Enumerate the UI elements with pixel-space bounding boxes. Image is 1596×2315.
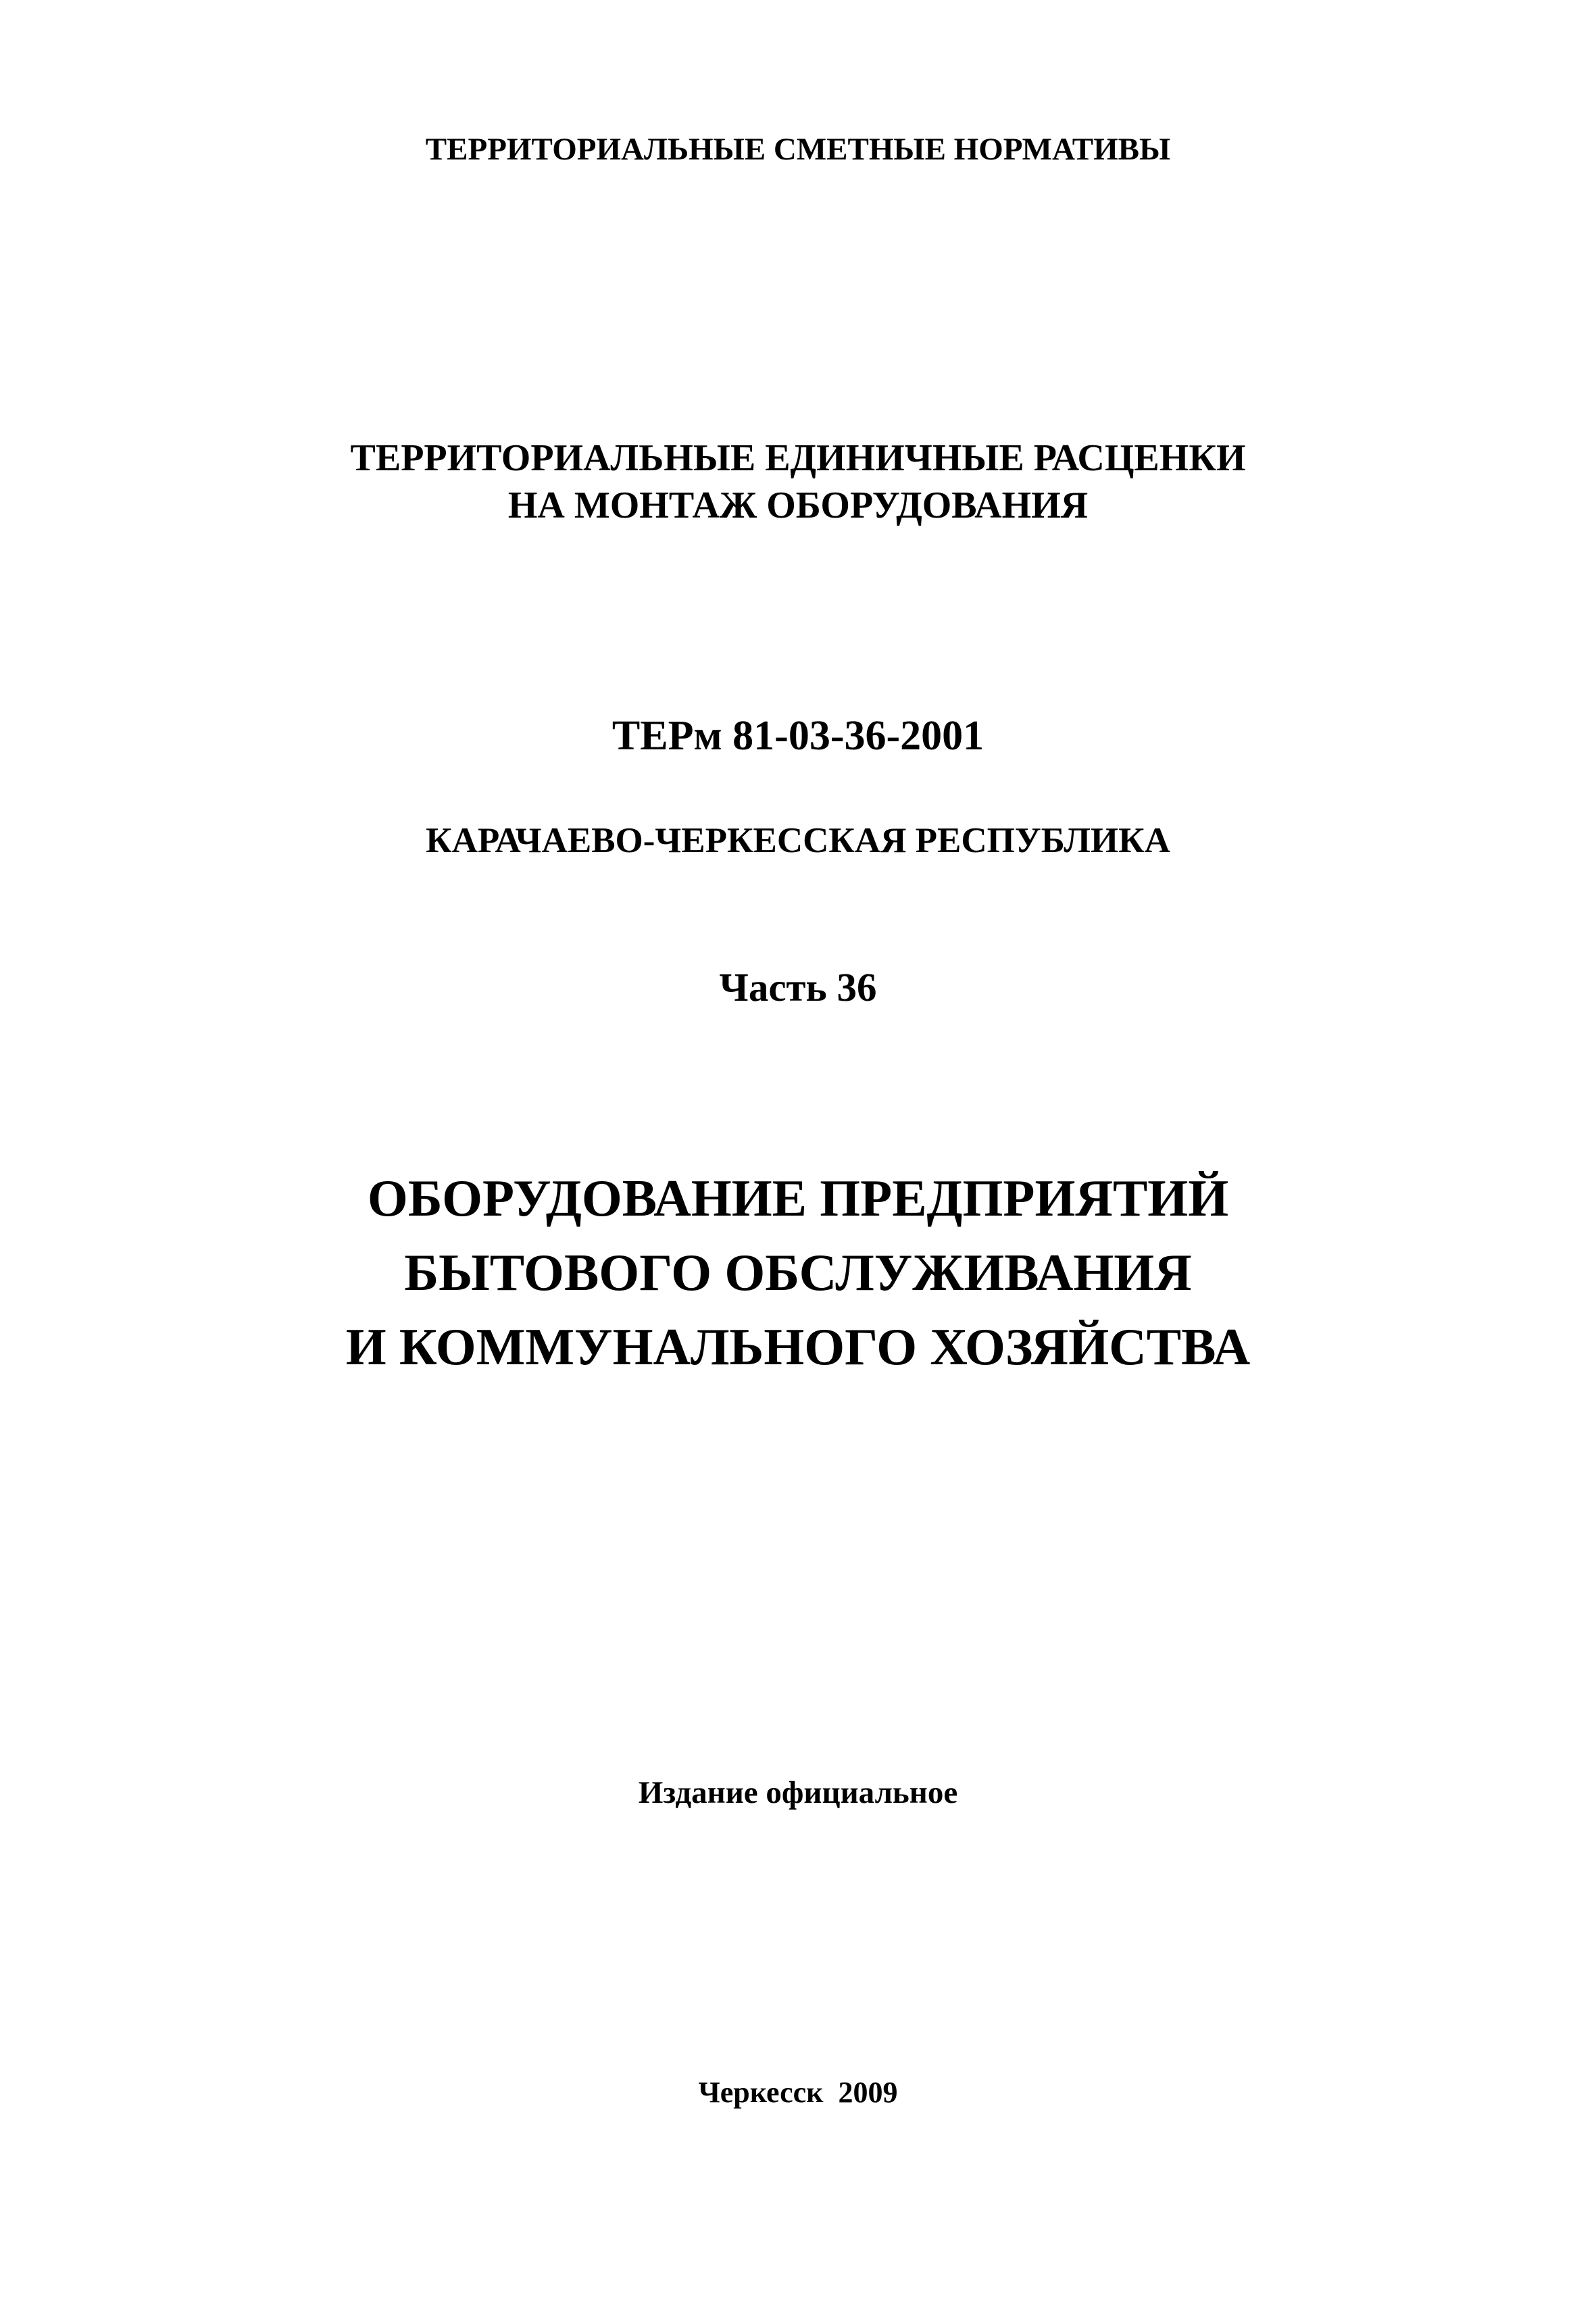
imprint-city-year: Черкесск 2009 bbox=[698, 2076, 898, 2109]
part-heading-line-1: ОБОРУДОВАНИЕ ПРЕДПРИЯТИЙ bbox=[367, 1169, 1229, 1227]
part-number: Часть 36 bbox=[719, 965, 877, 1010]
document-code: ТЕРм 81-03-36-2001 bbox=[612, 713, 984, 759]
document-title-line-2: НА МОНТАЖ ОБОРУДОВАНИЯ bbox=[507, 484, 1089, 526]
edition-note: Издание официальное bbox=[638, 1775, 958, 1810]
document-title-line-1: ТЕРРИТОРИАЛЬНЫЕ ЕДИНИЧНЫЕ РАСЦЕНКИ bbox=[350, 437, 1246, 479]
region-name: КАРАЧАЕВО-ЧЕРКЕССКАЯ РЕСПУБЛИКА bbox=[426, 821, 1170, 860]
part-heading-line-2: БЫТОВОГО ОБСЛУЖИВАНИЯ bbox=[404, 1243, 1192, 1301]
part-heading-line-3: И КОММУНАЛЬНОГО ХОЗЯЙСТВА bbox=[345, 1318, 1251, 1376]
series-title: ТЕРРИТОРИАЛЬНЫЕ СМЕТНЫЕ НОРМАТИВЫ bbox=[425, 132, 1171, 167]
